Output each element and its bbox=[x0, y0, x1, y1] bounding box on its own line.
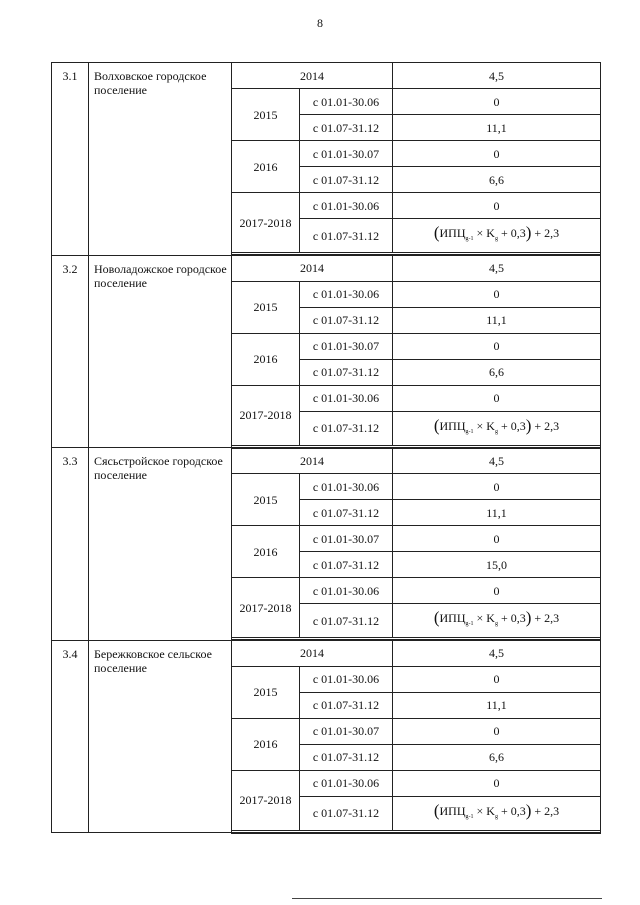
formula: $(ИПЦ_{g-1} \times K_g + 0,3) + 2,3$ bbox=[433, 223, 560, 242]
year-cell: 2016 bbox=[232, 141, 300, 193]
value-cell: 11,1 bbox=[393, 692, 601, 718]
period-cell: с 01.07-31.12 bbox=[300, 552, 393, 578]
year-cell: 2015 bbox=[232, 89, 300, 141]
period-cell: с 01.01-30.07 bbox=[300, 718, 393, 744]
value-cell: 0 bbox=[393, 474, 601, 500]
formula-cell bbox=[393, 411, 601, 445]
period-cell: с 01.01-30.06 bbox=[300, 666, 393, 692]
year-cell: 2016 bbox=[232, 526, 300, 578]
year-cell: 2015 bbox=[232, 281, 300, 333]
formula-cell bbox=[393, 219, 601, 253]
value-cell: 6,6 bbox=[393, 167, 601, 193]
period-cell: с 01.07-31.12 bbox=[300, 115, 393, 141]
period-cell: с 01.07-31.12 bbox=[300, 692, 393, 718]
row-number: 3.3 bbox=[52, 448, 89, 641]
year-cell: 2017-2018 bbox=[232, 193, 300, 253]
value-cell: 11,1 bbox=[393, 500, 601, 526]
value-cell: 0 bbox=[393, 89, 601, 115]
value-cell: 15,0 bbox=[393, 552, 601, 578]
table-row bbox=[52, 255, 601, 281]
period-cell: с 01.07-31.12 bbox=[300, 500, 393, 526]
page-number: 8 bbox=[317, 16, 323, 30]
value-cell: 4,5 bbox=[393, 63, 601, 89]
row-number: 3.4 bbox=[52, 640, 89, 833]
value-cell: 4,5 bbox=[393, 448, 601, 474]
row-number: 3.2 bbox=[52, 255, 89, 448]
year-cell: 2017-2018 bbox=[232, 385, 300, 445]
settlement-name: Сясьстройское городское поселение bbox=[89, 448, 232, 641]
value-cell: 0 bbox=[393, 333, 601, 359]
value-cell: 6,6 bbox=[393, 359, 601, 385]
year-cell: 2014 bbox=[232, 448, 393, 474]
value-cell: 0 bbox=[393, 526, 601, 552]
period-cell: с 01.07-31.12 bbox=[300, 604, 393, 638]
value-cell: 4,5 bbox=[393, 255, 601, 281]
table-row bbox=[52, 640, 601, 666]
formula: $(ИПЦ_{g-1} \times K_g + 0,3) + 2,3$ bbox=[433, 415, 560, 435]
period-cell: с 01.01-30.07 bbox=[300, 141, 393, 167]
value-cell: 0 bbox=[393, 718, 601, 744]
value-cell: 0 bbox=[393, 578, 601, 604]
footer-line bbox=[292, 898, 602, 899]
period-cell: с 01.07-31.12 bbox=[300, 411, 393, 445]
value-cell: 0 bbox=[393, 281, 601, 307]
period-cell: с 01.07-31.12 bbox=[300, 167, 393, 193]
year-cell: 2017-2018 bbox=[232, 770, 300, 830]
formula-cell bbox=[393, 796, 601, 830]
period-cell: с 01.01-30.07 bbox=[300, 526, 393, 552]
period-cell: с 01.01-30.06 bbox=[300, 89, 393, 115]
formula: $(ИПЦ_{g-1} \times K_g + 0,3) + 2,3$ bbox=[433, 608, 560, 627]
value-cell: 4,5 bbox=[393, 640, 601, 666]
period-cell: с 01.01-30.06 bbox=[300, 281, 393, 307]
tariff-table bbox=[51, 62, 601, 834]
period-cell: с 01.01-30.06 bbox=[300, 193, 393, 219]
year-cell: 2015 bbox=[232, 666, 300, 718]
value-cell: 0 bbox=[393, 141, 601, 167]
value-cell: 0 bbox=[393, 385, 601, 411]
year-cell: 2017-2018 bbox=[232, 578, 300, 638]
table-row bbox=[52, 448, 601, 474]
year-cell: 2016 bbox=[232, 333, 300, 385]
formula-cell bbox=[393, 604, 601, 638]
settlement-name: Волховское городское поселение bbox=[89, 63, 232, 256]
value-cell: 0 bbox=[393, 193, 601, 219]
period-cell: с 01.01-30.06 bbox=[300, 474, 393, 500]
period-cell: с 01.07-31.12 bbox=[300, 219, 393, 253]
value-cell: 6,6 bbox=[393, 744, 601, 770]
settlement-name: Бережковское сельское поселение bbox=[89, 640, 232, 833]
value-cell: 11,1 bbox=[393, 307, 601, 333]
year-cell: 2015 bbox=[232, 474, 300, 526]
year-cell: 2014 bbox=[232, 63, 393, 89]
period-cell: с 01.07-31.12 bbox=[300, 359, 393, 385]
period-cell: с 01.07-31.12 bbox=[300, 796, 393, 830]
settlement-name: Новоладожское городское поселение bbox=[89, 255, 232, 448]
value-cell: 11,1 bbox=[393, 115, 601, 141]
period-cell: с 01.07-31.12 bbox=[300, 744, 393, 770]
period-cell: с 01.01-30.06 bbox=[300, 770, 393, 796]
row-number: 3.1 bbox=[52, 63, 89, 256]
year-cell: 2014 bbox=[232, 255, 393, 281]
year-cell: 2016 bbox=[232, 718, 300, 770]
table-row bbox=[52, 63, 601, 89]
value-cell: 0 bbox=[393, 666, 601, 692]
period-cell: с 01.01-30.06 bbox=[300, 385, 393, 411]
period-cell: с 01.01-30.06 bbox=[300, 578, 393, 604]
period-cell: с 01.07-31.12 bbox=[300, 307, 393, 333]
value-cell: 0 bbox=[393, 770, 601, 796]
period-cell: с 01.01-30.07 bbox=[300, 333, 393, 359]
formula: $(ИПЦ_{g-1} \times K_g + 0,3) + 2,3$ bbox=[433, 800, 560, 820]
year-cell: 2014 bbox=[232, 640, 393, 666]
